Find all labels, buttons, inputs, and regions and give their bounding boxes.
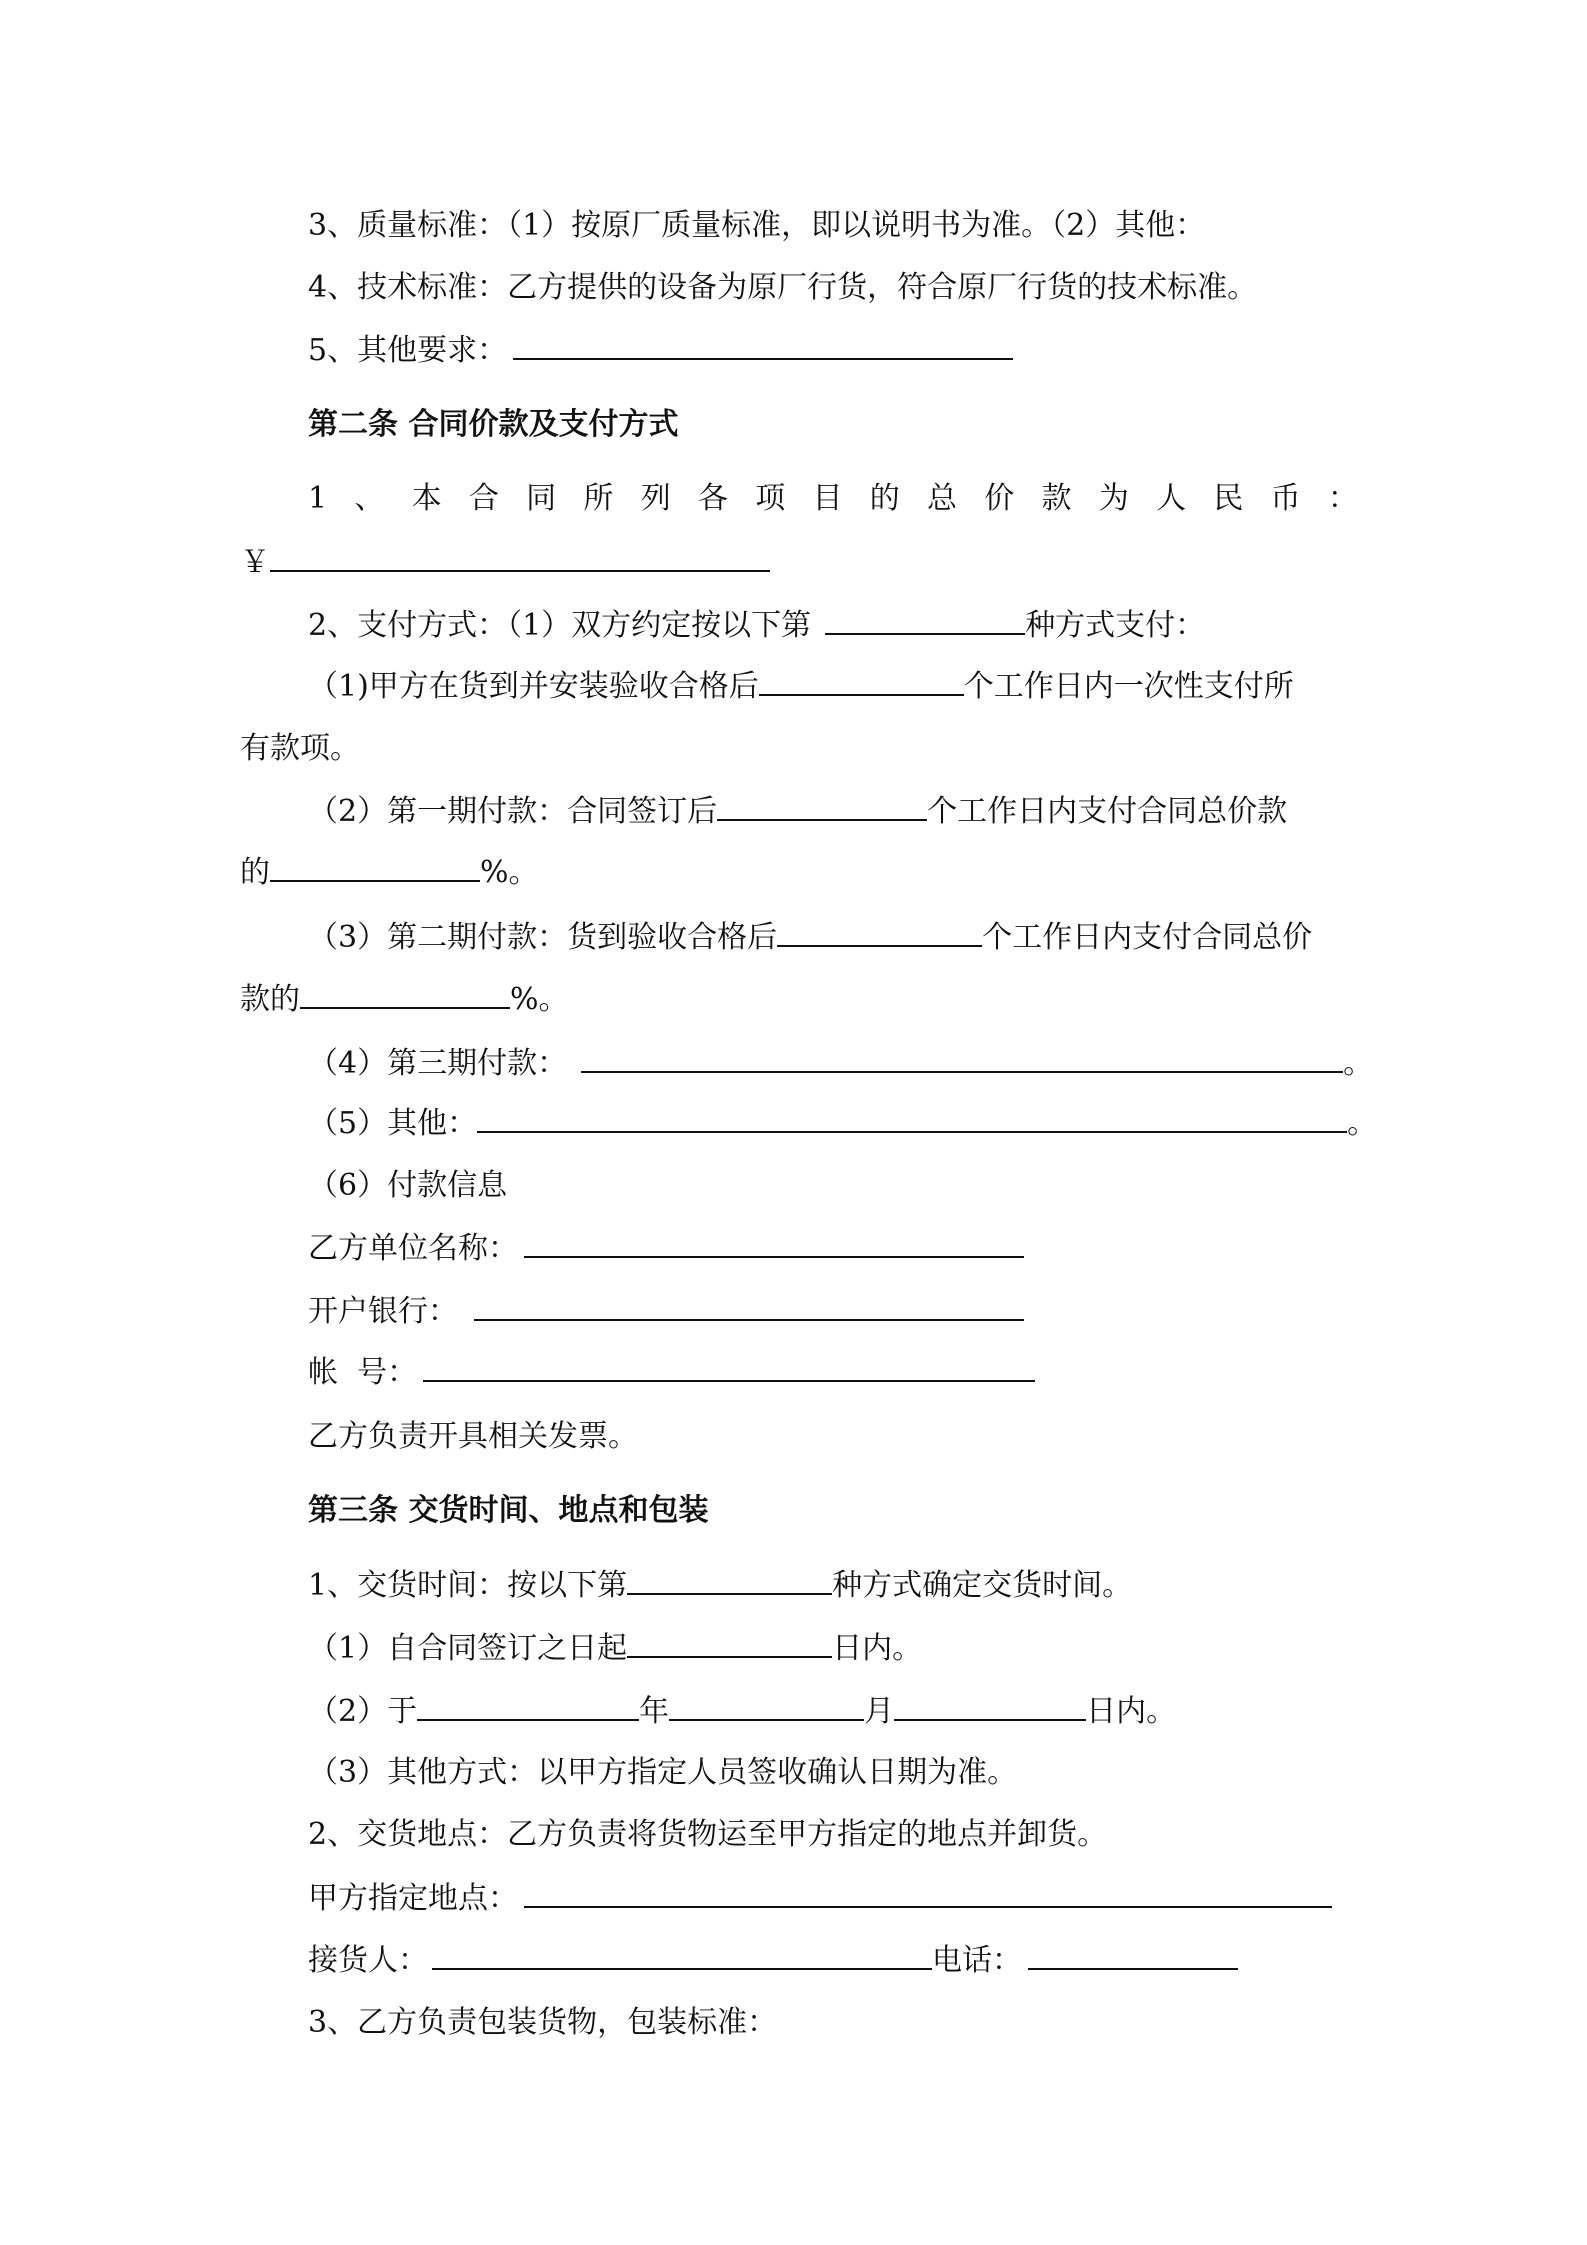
- option3-text-c: 款的: [240, 982, 300, 1017]
- delivery-day-blank[interactable]: [894, 1691, 1086, 1721]
- delivery-opt3-text: （3）其他方式：以甲方指定人员签收确认日期为准。: [308, 1755, 1018, 1790]
- total-price-char: ：: [1327, 481, 1358, 516]
- total-price-char: 款: [1041, 481, 1072, 516]
- option1-text-b: 个工作日内一次性支付所: [963, 669, 1294, 704]
- bank-label: 开户银行：: [308, 1294, 458, 1329]
- total-price-char: 、: [354, 481, 385, 516]
- total-price-char: 项: [755, 481, 786, 516]
- option2-cont-line: [240, 852, 539, 893]
- option5-line: [308, 1103, 1377, 1144]
- option3-days-blank[interactable]: [777, 917, 982, 947]
- total-price-char: 所: [583, 481, 614, 516]
- total-price-char: 目: [812, 481, 843, 516]
- delivery-year-blank[interactable]: [417, 1691, 639, 1721]
- total-price-char: 同: [526, 481, 557, 516]
- article-two-heading-text: 第二条 合同价款及支付方式: [308, 407, 679, 442]
- article-three-heading-text: 第三条 交货时间、地点和包装: [308, 1493, 709, 1528]
- quality-standard-text: 3、质量标准：（1）按原厂质量标准，即以说明书为准。（2）其他：: [308, 208, 1206, 243]
- option3-percent-blank[interactable]: [300, 979, 510, 1009]
- account-blank[interactable]: [423, 1352, 1035, 1382]
- option5-blank[interactable]: [477, 1103, 1347, 1133]
- option4-label: （4）第三期付款：: [308, 1046, 568, 1081]
- phone-blank[interactable]: [1028, 1940, 1238, 1970]
- delivery-opt2-line: [308, 1691, 1176, 1732]
- option4-line: [308, 1043, 1373, 1084]
- option5-end: 。: [1347, 1106, 1378, 1141]
- quality-standard-line: [308, 206, 1205, 246]
- bank-blank[interactable]: [474, 1291, 1024, 1321]
- payment-method-line: [308, 605, 1205, 646]
- option2-text-b: 个工作日内支付合同总价款: [927, 794, 1288, 829]
- receiver-line: [308, 1940, 1238, 1981]
- delivery-time-line: [308, 1565, 1132, 1606]
- option2-days-blank[interactable]: [717, 791, 927, 821]
- article-three-heading: [308, 1491, 708, 1531]
- delivery-month-blank[interactable]: [669, 1691, 864, 1721]
- total-price-blank[interactable]: [270, 542, 770, 572]
- unit-name-line: [308, 1228, 1024, 1269]
- payment-method-label: 2、支付方式：（1）双方约定按以下第: [308, 608, 812, 643]
- total-price-char: 的: [869, 481, 900, 516]
- packaging-text: 3、乙方负责包装货物，包装标准：: [308, 2005, 778, 2040]
- option2-text-c: 的: [240, 855, 270, 890]
- total-price-char: 合: [468, 481, 499, 516]
- option6-line: [308, 1166, 507, 1206]
- article-two-heading: [308, 405, 678, 445]
- option2-line: [308, 791, 1287, 832]
- total-price-char: 价: [984, 481, 1015, 516]
- other-requirements-label: 5、其他要求：: [308, 333, 508, 368]
- account-label: 帐 号：: [308, 1355, 418, 1390]
- delivery-choice-blank[interactable]: [627, 1565, 832, 1595]
- option3-cont-line: [240, 979, 569, 1020]
- rmb-symbol: ￥: [240, 545, 270, 580]
- option1-days-blank[interactable]: [759, 666, 964, 696]
- delivery-place-text: 2、交货地点：乙方负责将货物运至甲方指定的地点并卸货。: [308, 1817, 1108, 1852]
- delivery-opt1-text-b: 日内。: [832, 1631, 923, 1666]
- total-price-char: 币: [1270, 481, 1301, 516]
- delivery-month-label: 月: [864, 1694, 895, 1729]
- receiver-label: 接货人：: [308, 1943, 428, 1978]
- option1-text-c: 有款项。: [240, 731, 360, 766]
- invoice-line: [308, 1417, 638, 1457]
- total-price-char: 列: [640, 481, 671, 516]
- total-price-line: [308, 479, 1358, 519]
- option3-text-d: %。: [510, 982, 569, 1017]
- other-requirements-line: [308, 330, 1013, 371]
- option1-line: [308, 666, 1294, 707]
- payment-method-choice-blank[interactable]: [825, 605, 1025, 635]
- delivery-opt2-text-a: （2）于: [308, 1694, 418, 1729]
- option2-percent-blank[interactable]: [270, 852, 480, 882]
- other-requirements-blank[interactable]: [513, 330, 1013, 360]
- option4-blank[interactable]: [581, 1043, 1343, 1073]
- option4-end: 。: [1343, 1046, 1374, 1081]
- packaging-line: [308, 2003, 777, 2043]
- total-price-char: 人: [1156, 481, 1187, 516]
- delivery-opt1-line: [308, 1628, 922, 1669]
- total-price-char: 民: [1213, 481, 1244, 516]
- total-price-char: 1: [308, 481, 328, 516]
- option2-text-d: %。: [480, 855, 539, 890]
- delivery-opt3-line: [308, 1753, 1017, 1793]
- delivery-place-line: [308, 1815, 1107, 1855]
- total-price-char: 总: [927, 481, 958, 516]
- receiver-blank[interactable]: [432, 1940, 932, 1970]
- option1-text-a: （1)甲方在货到并安装验收合格后: [308, 669, 759, 704]
- delivery-time-suffix: 种方式确定交货时间。: [832, 1568, 1133, 1603]
- delivery-time-label: 1、交货时间：按以下第: [308, 1568, 628, 1603]
- payment-info-label: （6）付款信息: [308, 1168, 508, 1203]
- total-price-char: 本: [411, 481, 442, 516]
- invoice-text: 乙方负责开具相关发票。: [308, 1419, 638, 1454]
- option3-text-b: 个工作日内支付合同总价: [982, 920, 1313, 955]
- option2-text-a: （2）第一期付款：合同签订后: [308, 794, 718, 829]
- delivery-opt1-text-a: （1）自合同签订之日起: [308, 1631, 628, 1666]
- option3-line: [308, 917, 1312, 958]
- bank-line: [308, 1291, 1024, 1332]
- total-price-amount-line: [240, 542, 770, 583]
- delivery-days-blank[interactable]: [627, 1628, 832, 1658]
- option3-text-a: （3）第二期付款：货到验收合格后: [308, 920, 778, 955]
- unit-name-label: 乙方单位名称：: [308, 1231, 518, 1266]
- option5-label: （5）其他：: [308, 1106, 478, 1141]
- payment-method-suffix: 种方式支付：: [1025, 608, 1206, 643]
- technical-standard-line: [308, 268, 1257, 308]
- designated-place-label: 甲方指定地点：: [308, 1881, 518, 1916]
- account-line: [308, 1352, 1035, 1393]
- unit-name-blank[interactable]: [524, 1228, 1024, 1258]
- total-price-char: 为: [1098, 481, 1129, 516]
- phone-label: 电话：: [932, 1943, 1022, 1978]
- technical-standard-text: 4、技术标准：乙方提供的设备为原厂行货，符合原厂行货的技术标准。: [308, 270, 1258, 305]
- delivery-year-label: 年: [639, 1694, 670, 1729]
- designated-place-blank[interactable]: [524, 1878, 1332, 1908]
- delivery-day-label: 日内。: [1086, 1694, 1177, 1729]
- total-price-char: 各: [697, 481, 728, 516]
- designated-place-line: [308, 1878, 1332, 1919]
- option1-cont-line: [240, 729, 360, 769]
